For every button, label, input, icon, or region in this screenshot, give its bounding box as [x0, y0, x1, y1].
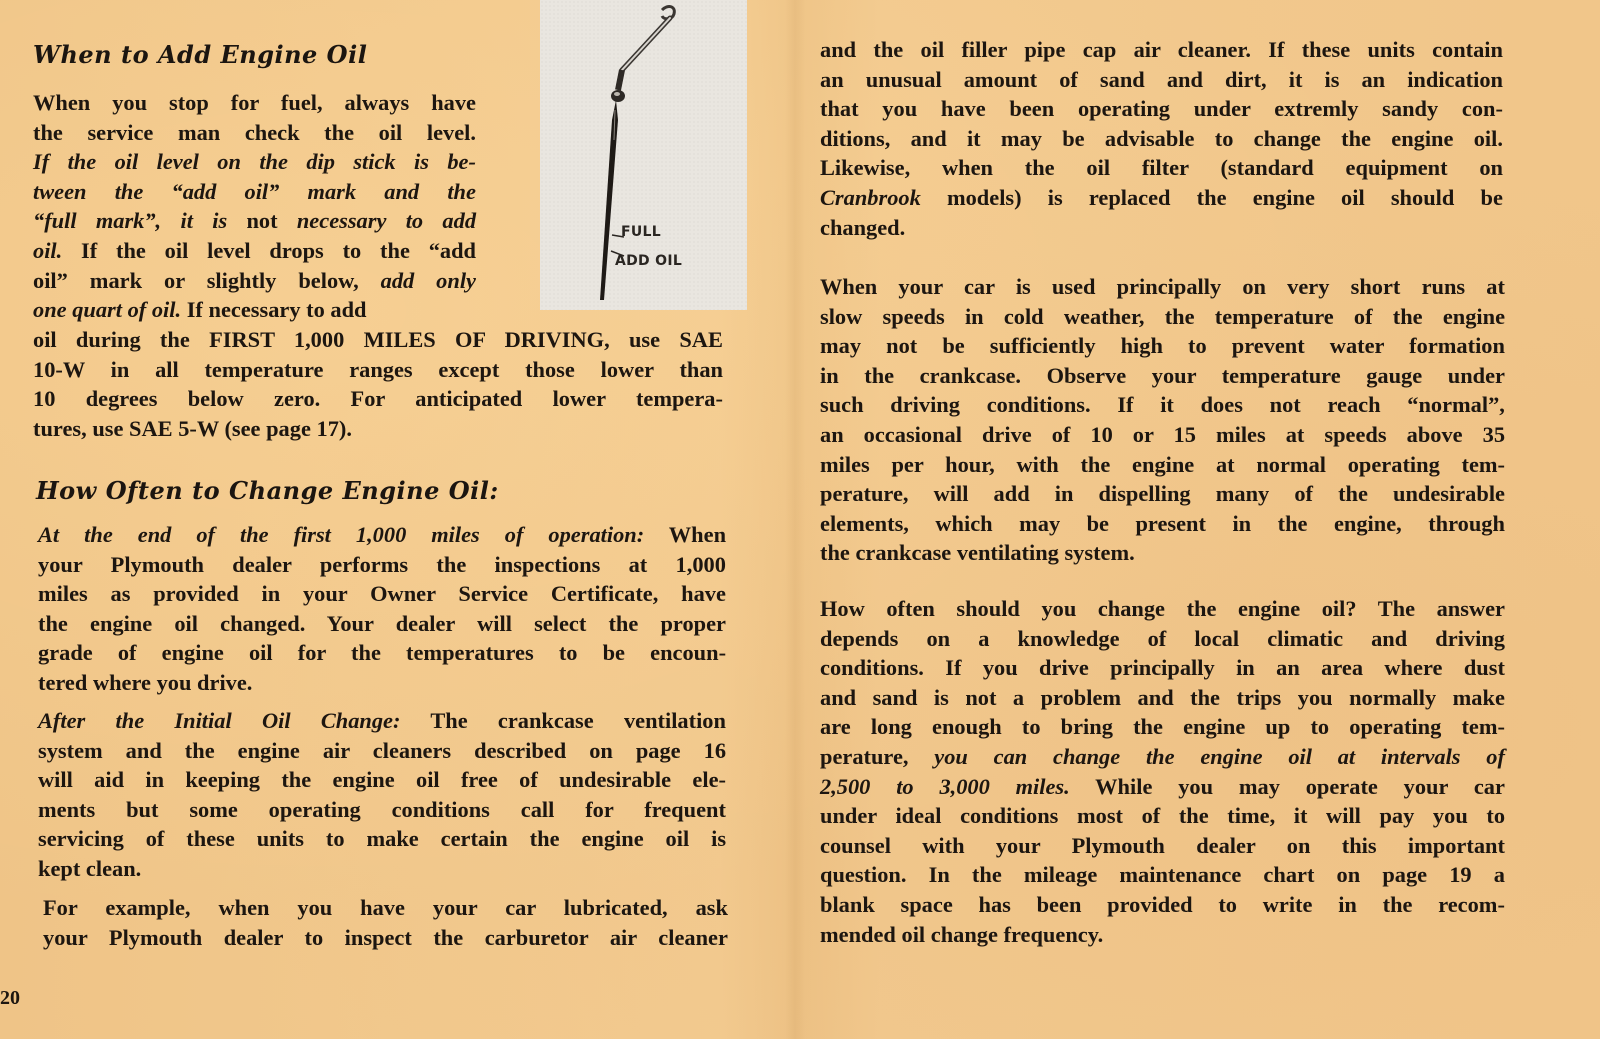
text-line: miles as provided in your Owner Service Certificate, have [38, 581, 726, 607]
text-line: oil. If the oil level drops to the “add [33, 237, 476, 263]
text-line: If the oil level on the dip stick is be- [33, 149, 476, 175]
text-line: may not be sufficiently high to prevent water formation [820, 333, 1505, 359]
dipstick-add-oil-label: ADD OIL [615, 253, 683, 269]
text-line: At the end of the first 1,000 miles of operation: When [38, 522, 727, 547]
dipstick-full-label: FULL [621, 224, 661, 240]
text-line: For example, when you have your car lubricated, ask [43, 895, 728, 920]
paragraph-when-to-add-part1 [33, 88, 476, 325]
text-line: the crankcase ventilating system. [820, 540, 1135, 566]
right-page [800, 0, 1600, 1039]
text-line: slow speeds in cold weather, the temperature of the engine [820, 303, 1506, 329]
text-line: perature, you can change the engine oil at intervals of [820, 743, 1505, 769]
text-line: are long enough to bring the engine up to operating tem- [820, 714, 1505, 740]
text-line: an unusual amount of sand and dirt, it is an indication [820, 66, 1503, 92]
text-line: ments but some operating conditions call for frequent [38, 796, 726, 822]
heading-when-to-add-engine-oil: When to Add Engine Oil [33, 40, 368, 69]
text-line: and sand is not a problem and the trips you normally make [820, 684, 1505, 710]
text-line: one quart of oil. If necessary to add [33, 297, 367, 323]
text-line: that you have been operating under extremly sandy con- [820, 96, 1503, 122]
text-line: your Plymouth dealer performs the inspections at 1,000 [38, 551, 726, 577]
text-line: oil” mark or slightly below, add only [33, 267, 476, 293]
text-line: kept clean. [38, 855, 142, 881]
paragraph-when-to-add-part2 [33, 325, 723, 443]
text-line: How often should you change the engine oil? The answer [820, 596, 1505, 621]
text-line: servicing of these units to make certain the engine oil is [38, 826, 727, 852]
paragraph-first-1000-miles [38, 520, 726, 698]
text-line: counsel with your Plymouth dealer on this important [820, 832, 1505, 858]
paragraph-how-often-change [820, 594, 1505, 949]
text-line: and the oil filler pipe cap air cleaner. If these units contain [820, 37, 1503, 62]
paragraph-after-initial-oil-change [38, 706, 726, 884]
text-line: tered where you drive. [38, 669, 253, 695]
text-line: Cranbrook models) is replaced the engine oil should be [820, 184, 1503, 210]
text-line: Likewise, when the oil filter (standard equipment on [820, 155, 1503, 181]
text-line: tures, use SAE 5-W (see page 17). [33, 415, 352, 441]
text-line: blank space has been provided to write in the recom- [820, 891, 1505, 917]
text-line: an occasional drive of 10 or 15 miles at speeds above 35 [820, 421, 1506, 447]
paragraph-short-runs-cold-weather [820, 272, 1505, 568]
text-line: When you stop for fuel, always have [33, 90, 476, 115]
left-page [0, 0, 790, 1039]
text-line: tween the “add oil” mark and the [33, 178, 476, 204]
text-line: 10-W in all temperature ranges except those lower than [33, 356, 723, 382]
text-line: conditions. If you drive principally in an area where dust [820, 655, 1505, 681]
text-line: the service man check the oil level. [33, 119, 476, 145]
text-line: miles per hour, with the engine at normal operating tem- [820, 451, 1505, 477]
text-line: your Plymouth dealer to inspect the carburetor air cleaner [43, 924, 728, 950]
text-line: system and the engine air cleaners described on page 16 [38, 737, 727, 763]
text-line: the engine oil changed. Your dealer will select the proper [38, 610, 726, 636]
text-line: 10 degrees below zero. For anticipated lower tempera- [33, 386, 723, 412]
paragraph-air-cleaner-inspection [820, 35, 1503, 242]
text-line: elements, which may be present in the engine, through [820, 510, 1505, 536]
text-line: such driving conditions. If it does not reach “normal”, [820, 392, 1505, 418]
text-line: in the crankcase. Observe your temperature gauge under [820, 362, 1505, 388]
text-line: ditions, and it may be advisable to change the engine oil. [820, 125, 1503, 151]
dipstick-illustration [540, 0, 747, 310]
heading-how-often-to-change-engine-oil: How Often to Change Engine Oil: [36, 476, 499, 505]
text-line: “full mark”, it is not necessary to add [33, 208, 477, 234]
text-line: depends on a knowledge of local climatic and driving [820, 625, 1505, 651]
text-line: under ideal conditions most of the time, it will pay you to [820, 803, 1506, 829]
text-line: grade of engine oil for the temperatures to be encoun- [38, 640, 727, 666]
text-line: perature, will add in dispelling many of the undesirable [820, 481, 1505, 507]
text-line: question. In the mileage maintenance chart on page 19 a [820, 862, 1505, 888]
text-line: oil during the FIRST 1,000 MILES OF DRIVING, use SAE [33, 327, 723, 352]
text-line: When your car is used principally on very short runs at [820, 274, 1505, 299]
paragraph-for-example [43, 893, 728, 952]
text-line: changed. [820, 214, 906, 240]
text-line: 2,500 to 3,000 miles. While you may operate your car [820, 773, 1505, 799]
text-line: mended oil change frequency. [820, 921, 1104, 947]
page-number: 20 [0, 987, 20, 1009]
text-line: will aid in keeping the engine oil free of undesirable ele- [38, 767, 726, 793]
text-line: After the Initial Oil Change: The crankcase ventilation [38, 708, 726, 733]
